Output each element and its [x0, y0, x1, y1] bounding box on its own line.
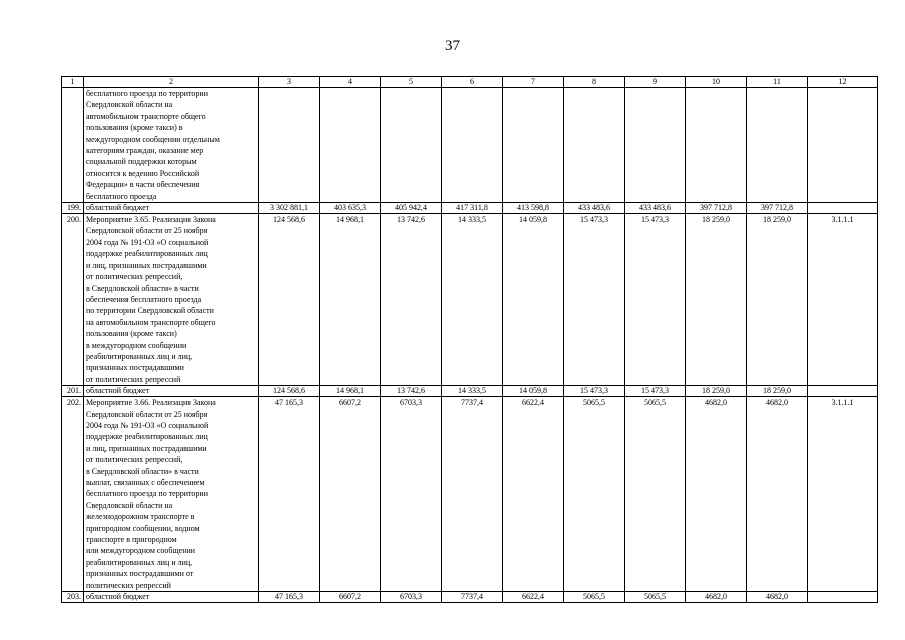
row-number: 203.	[62, 592, 84, 603]
page-number: 37	[445, 38, 460, 54]
table-row	[62, 203, 878, 214]
cell-value: 18 259,0	[686, 386, 747, 397]
cell-value: 14 333,5	[442, 214, 503, 386]
cell-value: 4682,0	[747, 592, 808, 603]
column-header: 8	[564, 77, 625, 88]
column-header: 10	[686, 77, 747, 88]
column-header: 12	[808, 77, 878, 88]
cell-total	[259, 88, 320, 203]
cell-target: 3.1.1.1	[808, 397, 878, 592]
cell-value: 405 942,4	[381, 203, 442, 214]
row-description: бесплатного проезда по территории Свердловской области на автомобильном транспорте общего пользования (кроме такси) в междугородном сообщении отдельным категориям граждан, оказание мер социальной поддержки которым относится к ведению Российской Федерации» в части обеспечения бесплатного проезда	[84, 88, 259, 203]
column-header: 6	[442, 77, 503, 88]
cell-value: 5065,5	[564, 397, 625, 592]
column-header: 4	[320, 77, 381, 88]
cell-value: 18 259,0	[747, 214, 808, 386]
table-row	[62, 592, 878, 603]
cell-value: 397 712,8	[686, 203, 747, 214]
cell-target	[808, 592, 878, 603]
cell-target	[808, 386, 878, 397]
cell-value: 14 968,1	[320, 386, 381, 397]
cell-value	[747, 88, 808, 203]
row-description: Мероприятие 3.66. Реализация Закона Свердловской области от 25 ноября 2004 года № 191-ОЗ «О социальной поддержке реабилитированных лиц и лиц, признанных пострадавшими от политических репрессий, в Свердловской области» в части выплат, связанных с обеспечением бесплатного проезда по территории Свердловской области на железнодорожном транспорте в пригородном сообщении, водном транспорте в пригородном или междугородном сообщении реабилитированных лиц и лиц, признанных пострадавшими от политических репрессий	[84, 397, 259, 592]
column-header: 3	[259, 77, 320, 88]
cell-value	[503, 88, 564, 203]
cell-value	[564, 88, 625, 203]
cell-value: 6622,4	[503, 592, 564, 603]
cell-value: 4682,0	[686, 592, 747, 603]
cell-value: 7737,4	[442, 592, 503, 603]
table-row	[62, 88, 878, 203]
cell-value: 433 483,6	[625, 203, 686, 214]
row-description: областной бюджет	[84, 386, 259, 397]
cell-value	[625, 88, 686, 203]
cell-total: 124 568,6	[259, 386, 320, 397]
cell-value: 6607,2	[320, 592, 381, 603]
column-header: 2	[84, 77, 259, 88]
cell-value	[320, 88, 381, 203]
cell-value: 417 311,8	[442, 203, 503, 214]
cell-value: 14 333,5	[442, 386, 503, 397]
column-header: 5	[381, 77, 442, 88]
cell-target	[808, 203, 878, 214]
cell-value: 14 968,1	[320, 214, 381, 386]
column-header: 1	[62, 77, 84, 88]
row-number: 202.	[62, 397, 84, 592]
cell-value: 7737,4	[442, 397, 503, 592]
cell-value	[381, 88, 442, 203]
cell-target	[808, 88, 878, 203]
table-row	[62, 386, 878, 397]
table-row	[62, 397, 878, 592]
cell-value: 15 473,3	[625, 386, 686, 397]
cell-value: 413 598,8	[503, 203, 564, 214]
cell-value: 18 259,0	[747, 386, 808, 397]
cell-value: 4682,0	[747, 397, 808, 592]
row-number: 200.	[62, 214, 84, 386]
cell-value: 14 059,8	[503, 214, 564, 386]
cell-value: 433 483,6	[564, 203, 625, 214]
column-header: 7	[503, 77, 564, 88]
cell-total: 124 568,6	[259, 214, 320, 386]
cell-total: 47 165,3	[259, 397, 320, 592]
row-description: Мероприятие 3.65. Реализация Закона Свердловской области от 25 ноября 2004 года № 191-ОЗ «О социальной поддержке реабилитированных лиц и лиц, признанных пострадавшими от политических репрессий, в Свердловской области» в части обеспечения бесплатного проезда по территории Свердловской области на автомобильном транспорте общего пользования (кроме такси) в междугородном сообщении реабилитированных лиц и лиц, признанных пострадавшими от политических репрессий	[84, 214, 259, 386]
cell-value: 6607,2	[320, 397, 381, 592]
row-number	[62, 88, 84, 203]
cell-value: 6703,3	[381, 397, 442, 592]
cell-value	[686, 88, 747, 203]
cell-value: 14 059,8	[503, 386, 564, 397]
row-number: 199.	[62, 203, 84, 214]
cell-target: 3.1.1.1	[808, 214, 878, 386]
cell-value: 5065,5	[625, 397, 686, 592]
program-table	[61, 76, 878, 603]
row-description: областной бюджет	[84, 203, 259, 214]
column-number-row	[62, 77, 878, 88]
cell-value: 13 742,6	[381, 214, 442, 386]
cell-total: 3 302 881,1	[259, 203, 320, 214]
row-number: 201.	[62, 386, 84, 397]
column-header: 9	[625, 77, 686, 88]
cell-value: 5065,5	[625, 592, 686, 603]
cell-value: 6622,4	[503, 397, 564, 592]
cell-value: 397 712,8	[747, 203, 808, 214]
cell-value: 6703,3	[381, 592, 442, 603]
cell-value	[442, 88, 503, 203]
row-description: областной бюджет	[84, 592, 259, 603]
cell-value: 15 473,3	[625, 214, 686, 386]
cell-value: 15 473,3	[564, 386, 625, 397]
cell-value: 5065,5	[564, 592, 625, 603]
cell-value: 15 473,3	[564, 214, 625, 386]
column-header: 11	[747, 77, 808, 88]
cell-value: 13 742,6	[381, 386, 442, 397]
table-row	[62, 214, 878, 386]
cell-value: 4682,0	[686, 397, 747, 592]
cell-total: 47 165,3	[259, 592, 320, 603]
cell-value: 403 635,3	[320, 203, 381, 214]
cell-value: 18 259,0	[686, 214, 747, 386]
